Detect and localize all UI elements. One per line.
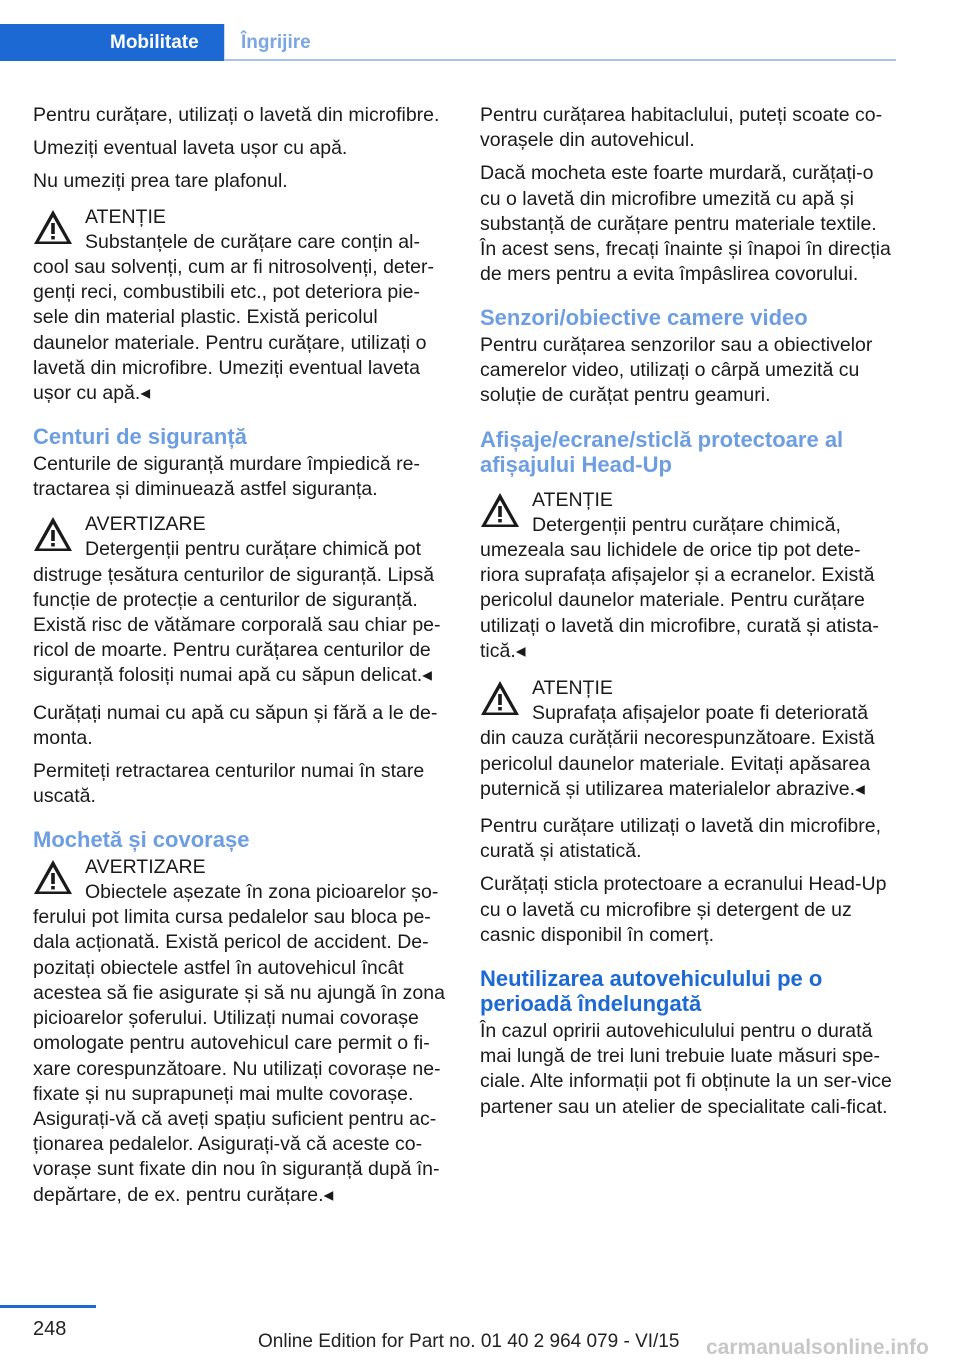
left-column (33, 103, 449, 1220)
warning-title: ATENȚIE (532, 676, 613, 699)
paragraph: Pentru curățare, utilizați o lavetă din microfibre. (33, 104, 440, 126)
paragraph: Dacă mocheta este foarte murdară, curățați-o cu o lavetă din microfibre umezită cu apă și substanță de curățare pentru materiale textile. În acest sens, frecați înainte și înapoi în direcția de mers pentru a evita împâslirea covorului. (480, 162, 891, 286)
page-number: 248 (33, 1318, 67, 1340)
paragraph: Permiteți retractarea centurilor numai în stare uscată. (33, 759, 425, 808)
page-header (0, 0, 960, 62)
warning-title: ATENȚIE (85, 205, 166, 228)
warning-box (33, 512, 449, 688)
warning-text: din cauza curățării necorespunzătoare. Există pericolul daunelor materiale. Evitați apăsarea puternică și utilizarea materialelor abrazive.◂ (480, 727, 875, 800)
warning-box (480, 488, 896, 664)
warning-text-first: Substanțele de curățare care conțin al- (85, 230, 420, 253)
warning-box (33, 855, 449, 1208)
paragraph: Curățați sticla protectoare a ecranului Head-Up cu o lavetă cu microfibre și detergent de uz casnic disponibil în comerț. (480, 873, 887, 946)
warning-text-first: Detergenții pentru curățare chimică pot (85, 538, 422, 561)
warning-box (480, 676, 896, 802)
section-heading: Neutilizarea autovehiculului pe o perioadă îndelungată (480, 965, 823, 1017)
tab-mobilitate-label: Mobilitate (110, 32, 199, 53)
warning-box (33, 205, 449, 407)
warning-title: AVERTIZARE (85, 855, 206, 878)
warning-title: AVERTIZARE (85, 513, 206, 536)
right-column (480, 103, 896, 1128)
section-heading: Afișaje/ecrane/sticlă protectoare al afișajului Head-Up (480, 426, 844, 478)
paragraph: Nu umeziți prea tare plafonul. (33, 170, 288, 193)
footer-rule (0, 1305, 96, 1308)
warning-triangle-icon (480, 492, 520, 528)
paragraph: Umeziți eventual laveta ușor cu apă. (33, 137, 348, 160)
tab-ingrijire[interactable]: Îngrijire (241, 32, 311, 53)
warning-text: cool sau solvenți, cum ar fi nitrosolvenți, deter-genți reci, combustibili etc., pot deteriora pie-sele din material plastic. Există pericolul daunelor materiale. Pentru curățare, utilizați o lavetă din microfibre. Umeziți eventual laveta ușor cu apă.◂ (33, 256, 435, 405)
section-heading: Senzori/obiective camere video (480, 305, 808, 331)
header-rule (224, 59, 896, 61)
paragraph: Pentru curățarea habitaclului, puteți scoate co-vorașele din autovehicul. (480, 104, 883, 152)
paragraph: În cazul opririi autovehiculului pentru o durată mai lungă de trei luni trebuie luate măsuri spe-ciale. Alte informații pot fi obținute la un ser-vice partener sau un atelier de specialitate cali-ficat. (480, 1019, 892, 1118)
watermark: carmanualsonline.info (706, 1336, 929, 1359)
paragraph: Centurile de siguranță murdare împiedică re-tractarea și diminuează astfel siguranța. (33, 452, 420, 500)
warning-text-first: Detergenții pentru curățare chimică, (532, 513, 841, 536)
warning-triangle-icon (33, 209, 73, 245)
warning-text: distruge țesătura centurilor de siguranță. Lipsă funcție de protecție a centurilor de siguranță. Există risc de vătămare corporală sau chiar pe-ricol de moarte. Pentru curățarea centurilor de siguranță folosiți numai apă cu săpun delicat.◂ (33, 563, 441, 687)
warning-title: ATENȚIE (532, 488, 613, 511)
tab-divider (224, 24, 225, 61)
paragraph: Curățați numai cu apă cu săpun și fără a le de-monta. (33, 701, 438, 749)
warning-text: ferului pot limita cursa pedalelor sau bloca pe-dala acționată. Există pericol de accident. De-pozitați obiectele astfel în autovehicul încât acestea să fie asigurate și să nu ajungă în zona picioarelor șoferului. Utilizați numai covorașe omologate pentru autovehicul care permit o fi-xare corespunzătoare. Nu utilizați covorașe ne-fixate și nu suprapuneți mai multe covorașe. Asigurați-vă că aveți spațiu suficient pentru ac-ționarea pedalelor. Asigurați-vă că aceste co-vorașe sunt fixate din nou în siguranță după în-depărtare, de ex. pentru curățare.◂ (33, 906, 445, 1206)
warning-triangle-icon (33, 516, 73, 552)
warning-triangle-icon (480, 680, 520, 716)
section-heading: Mochetă și covorașe (33, 827, 250, 853)
section-heading: Centuri de siguranță (33, 424, 247, 450)
warning-text: umezeala sau lichidele de orice tip pot dete-riora suprafața afișajelor și a ecranelor. Există pericolul daunelor materiale. Pentru curățare utilizați o lavetă din microfibre, curată și atista-tică.◂ (480, 538, 879, 662)
warning-text-first: Suprafața afișajelor poate fi deteriorată (532, 702, 869, 725)
paragraph: Pentru curățare utilizați o lavetă din microfibre, curată și atistatică. (480, 814, 882, 863)
edition-label: Online Edition for Part no. 01 40 2 964 079 - VI/15 (258, 1331, 680, 1352)
warning-triangle-icon (33, 859, 73, 895)
paragraph: Pentru curățarea senzorilor sau a obiectivelor camerelor video, utilizați o cârpă umezită cu soluție de curățat pentru geamuri. (480, 333, 873, 407)
warning-text-first: Obiectele așezate în zona picioarelor șo- (85, 881, 439, 904)
